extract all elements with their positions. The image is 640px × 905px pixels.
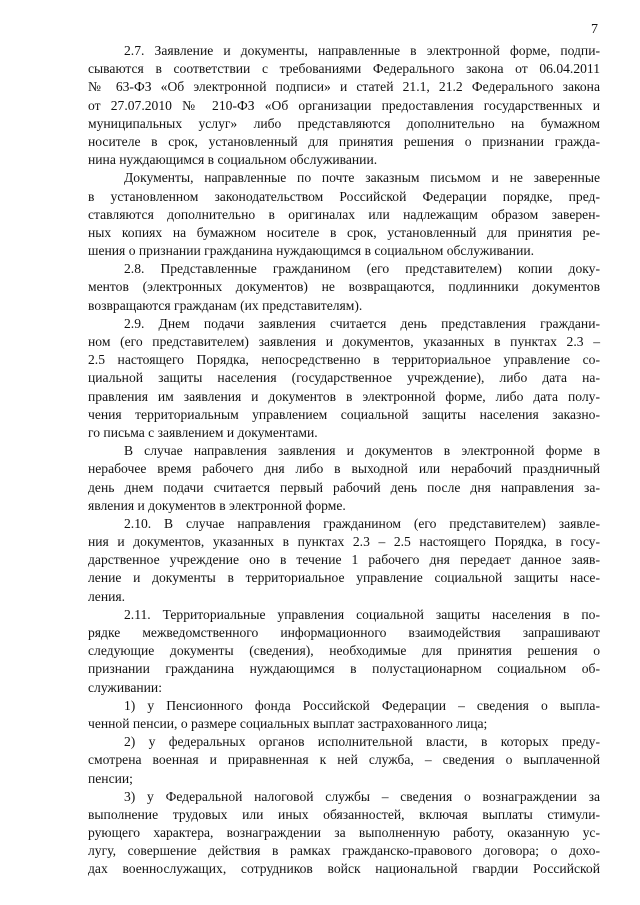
text-line: носителе в срок, установленный для принятия решения о признании гражда-: [88, 133, 600, 149]
text-line: ченной пенсии, о размере социальных выплат застрахованного лица;: [88, 715, 488, 731]
text-line: 2.5 настоящего Порядка, непосредственно в территориальное управление со-: [88, 352, 600, 368]
text-line: сываются в соответствии с требованиями Федерального закона от 06.04.2011: [88, 61, 600, 77]
text-line: ния и документов, указанных в пунктах 2.3 – 2.5 настоящего Порядка, в госу-: [88, 534, 600, 550]
text-line: го письма с заявлением и документами.: [88, 424, 318, 440]
text-line: правления им заявления и документов в электронной форме, либо дата полу-: [88, 388, 600, 404]
text-line: 2.10. В случае направления гражданином (его представителем) заявле-: [124, 515, 600, 531]
paragraph: [88, 442, 600, 515]
page-number: 7: [591, 22, 598, 37]
text-line: смотрена военная и приравненная к ней служба, – сведения о выплаченной: [88, 752, 600, 768]
text-line: нина нуждающимся в социальном обслуживании.: [88, 152, 378, 168]
text-line: В случае направления заявления и документов в электронной форме в: [124, 443, 600, 459]
text-line: от 27.07.2010 № 210-ФЗ «Об организации предоставления государственных и: [88, 97, 600, 113]
text-line: лугу, совершение действия в рамках гражданско-правового договора; о дохо-: [88, 843, 600, 859]
text-line: чения территориальным управлением социальной защиты населения заказно-: [88, 406, 600, 422]
text-line: дах военнослужащих, сотрудников войск национальной гвардии Российской: [88, 861, 600, 877]
text-line: 1) у Пенсионного фонда Российской Федерации – сведения о выпла-: [124, 697, 600, 713]
text-line: возвращаются гражданам (их представителям).: [88, 297, 363, 313]
paragraph: [88, 606, 600, 697]
text-line: ление и документы в территориальное управление социальной защиты насе-: [88, 570, 600, 586]
text-line: пенсии;: [88, 770, 133, 786]
text-line: выполнение трудовых или иных обязанностей, включая выплаты стимули-: [88, 806, 600, 822]
text-line: ном (его представителем) заявления и документов, указанных в пунктах 2.3 –: [88, 334, 600, 349]
text-line: 3) у Федеральной налоговой службы – сведения о вознаграждении за: [124, 788, 600, 804]
text-line: 2) у федеральных органов исполнительной власти, в которых преду-: [124, 734, 600, 750]
text-line: № 63-ФЗ «Об электронной подписи» и статей 21.1, 21.2 Федерального закона: [88, 79, 600, 95]
text-line: ставляются дополнительно в оригиналах или надлежащим образом заверен-: [88, 206, 600, 222]
text-line: 2.7. Заявление и документы, направленные в электронной форме, подпи-: [124, 43, 600, 58]
paragraph: [88, 315, 600, 442]
text-line: день днем подачи считается первый рабочий день после дня направления за-: [88, 479, 600, 495]
text-line: дарственное учреждение оно в течение 1 рабочего дня передает данное заяв-: [88, 552, 600, 568]
text-line: признании гражданина нуждающимся в полустационарном социальном об-: [88, 661, 600, 677]
text-line: служивании:: [88, 679, 162, 695]
text-line: ления.: [88, 588, 126, 604]
text-line: нерабочее время рабочего дня либо в выходной или нерабочий праздничный: [88, 461, 600, 477]
text-line: ментов (электронных документов) не возвращаются, подлинники документов: [88, 279, 600, 295]
text-line: 2.11. Территориальные управления социальной защиты населения в по-: [124, 606, 600, 622]
text-line: 2.8. Представленные гражданином (его представителем) копии доку-: [124, 261, 600, 277]
text-line: шения о признании гражданина нуждающимся в социальном обслуживании.: [88, 243, 535, 259]
text-line: явления и документов в электронной форме.: [88, 497, 346, 513]
paragraph: [88, 788, 600, 879]
text-line: ных копиях на бумажном носителе в срок, установленный для принятия ре-: [88, 224, 600, 240]
text-line: циальной защиты населения (государственное учреждение), либо дата на-: [88, 370, 600, 386]
text-line: Документы, направленные по почте заказным письмом и не заверенные: [124, 170, 600, 186]
text-line: следующие документы (сведения), необходимые для принятия решения о: [88, 643, 600, 659]
text-line: 2.9. Днем подачи заявления считается день представления граждани-: [124, 315, 600, 331]
paragraph: [88, 42, 600, 169]
paragraph: [88, 697, 600, 733]
paragraph: [88, 169, 600, 260]
paragraph: [88, 260, 600, 315]
text-line: в установленном законодательством Российской Федерации порядке, пред-: [88, 188, 600, 204]
text-line: рующего характера, вознаграждении за выполненную работу, оказанную ус-: [88, 825, 600, 841]
paragraph: [88, 515, 600, 606]
text-line: муниципальных услуг» либо представляются дополнительно на бумажном: [88, 115, 600, 131]
text-line: рядке межведомственного информационного взаимодействия запрашивают: [88, 625, 600, 640]
paragraph: [88, 733, 600, 788]
document-body: [88, 42, 600, 879]
